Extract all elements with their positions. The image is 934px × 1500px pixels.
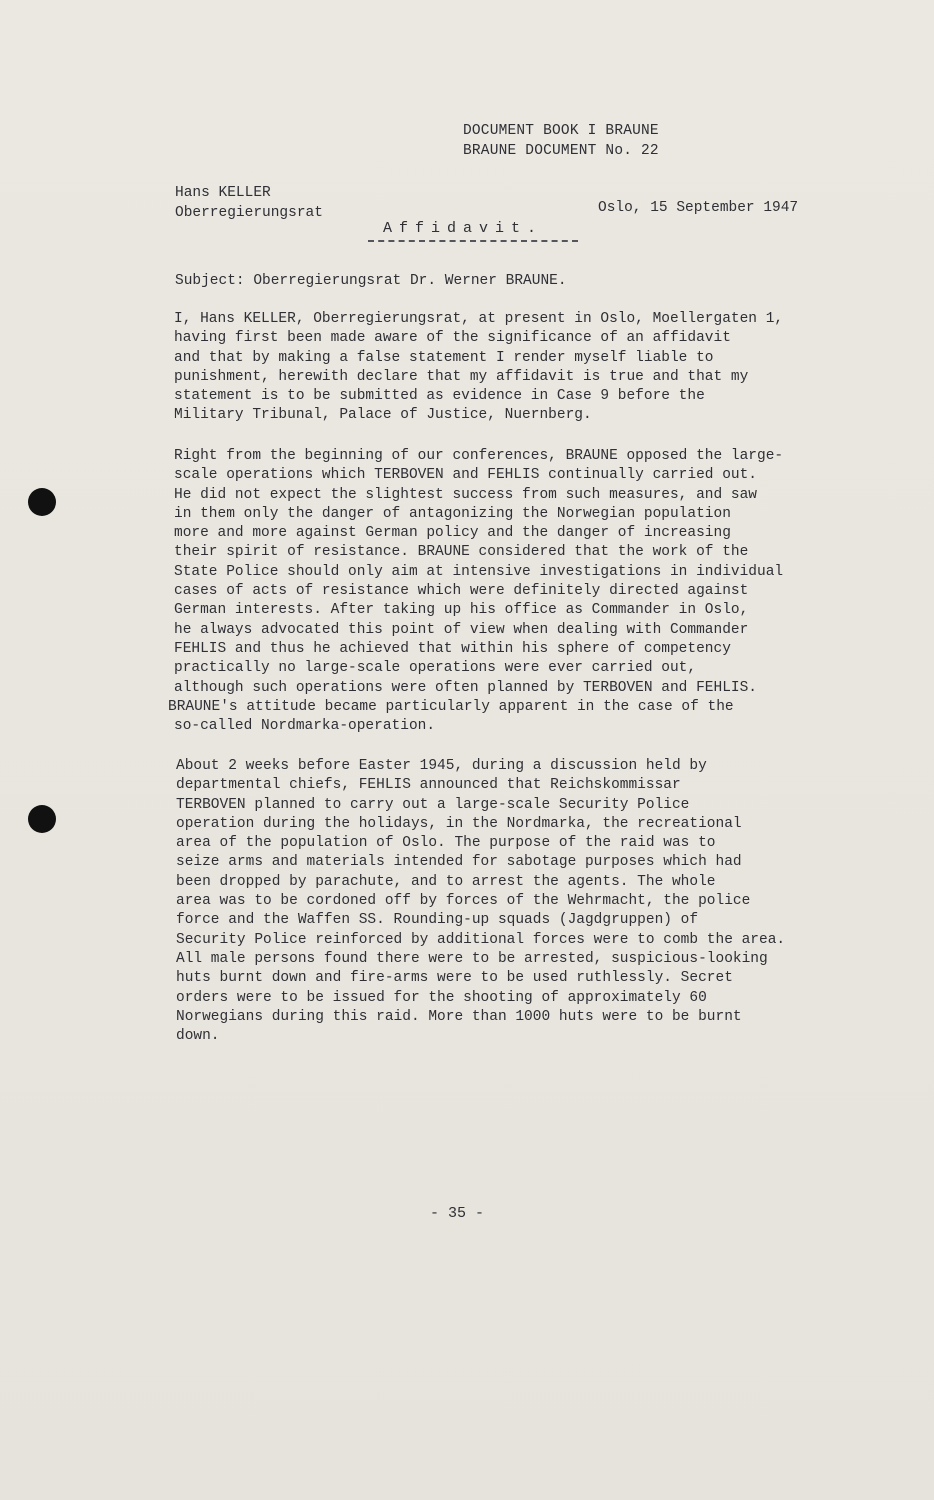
place-date: Oslo, 15 September 1947 — [598, 200, 799, 216]
subject-line: Subject: Oberregierungsrat Dr. Werner BRAUNE. — [175, 273, 567, 289]
text-line: orders were to be issued for the shooting of approximately 60 — [176, 989, 707, 1006]
text-line: so-called Nordmarka-operation. — [174, 718, 436, 735]
text-line: I, Hans KELLER, Oberregierungsrat, at present in Oslo, Moellergaten 1, — [174, 311, 784, 327]
punch-hole-top — [28, 488, 56, 516]
paragraph-declaration — [174, 310, 864, 426]
document-header — [463, 121, 659, 161]
text-line: area of the population of Oslo. The purpose of the raid was to — [176, 835, 716, 852]
text-line: been dropped by parachute, and to arrest the agents. The whole — [176, 873, 716, 890]
document-title: Affidavit. — [383, 220, 544, 237]
text-line: Security Police reinforced by additional forces were to comb the area. — [176, 931, 786, 948]
text-line: State Police should only aim at intensive investigations in individual — [174, 563, 784, 580]
text-line: FEHLIS and thus he achieved that within his sphere of competency — [174, 640, 731, 657]
text-line: TERBOVEN planned to carry out a large-scale Security Police — [176, 796, 690, 813]
author-name: Hans KELLER — [175, 185, 271, 201]
text-line: their spirit of resistance. BRAUNE considered that the work of the — [174, 544, 749, 561]
text-line: and that by making a false statement I render myself liable to — [174, 349, 714, 366]
page-number: - 35 - — [430, 1205, 485, 1222]
paragraph-nordmarka-operation — [176, 757, 866, 1046]
author-block — [175, 183, 323, 223]
text-line: German interests. After taking up his office as Commander in Oslo, — [174, 602, 749, 619]
text-line: Norwegians during this raid. More than 1000 huts were to be burnt — [176, 1008, 742, 1025]
author-rank: Oberregierungsrat — [175, 205, 323, 221]
text-line: Right from the beginning of our conferences, BRAUNE opposed the large- — [174, 448, 784, 464]
text-line: area was to be cordoned off by forces of the Wehrmacht, the police — [176, 893, 751, 910]
text-line: huts burnt down and fire-arms were to be used ruthlessly. Secret — [176, 970, 733, 987]
text-line: although such operations were often planned by TERBOVEN and FEHLIS. — [174, 679, 757, 696]
text-line: down. — [176, 1028, 220, 1045]
text-line: He did not expect the slightest success from such measures, and saw — [174, 486, 757, 503]
text-line: seize arms and materials intended for sabotage purposes which had — [176, 854, 742, 871]
text-line: All male persons found there were to be arrested, suspicious-looking — [176, 950, 768, 967]
text-line: cases of acts of resistance which were definitely directed against — [174, 583, 749, 600]
text-line: punishment, herewith declare that my affidavit is true and that my — [174, 368, 749, 385]
header-line-book: DOCUMENT BOOK I BRAUNE — [463, 123, 659, 139]
text-line: having first been made aware of the significance of an affidavit — [174, 330, 731, 347]
text-line: departmental chiefs, FEHLIS announced that Reichskommissar — [176, 777, 681, 794]
text-line: force and the Waffen SS. Rounding-up squads (Jagdgruppen) of — [176, 912, 699, 929]
text-line: scale operations which TERBOVEN and FEHLIS continually carried out. — [174, 467, 757, 484]
text-line: more and more against German policy and the danger of increasing — [174, 525, 731, 542]
paragraph-braune-attitude — [168, 447, 864, 736]
punch-hole-bottom — [28, 805, 56, 833]
text-line: About 2 weeks before Easter 1945, during a discussion held by — [176, 758, 707, 774]
title-underline — [368, 240, 578, 242]
text-line: Military Tribunal, Palace of Justice, Nuernberg. — [174, 407, 592, 424]
text-line: statement is to be submitted as evidence in Case 9 before the — [174, 388, 705, 405]
text-line: BRAUNE's attitude became particularly apparent in the case of the — [168, 698, 734, 715]
text-line: in them only the danger of antagonizing the Norwegian population — [174, 505, 731, 522]
header-line-document-number: BRAUNE DOCUMENT No. 22 — [463, 143, 659, 159]
text-line: operation during the holidays, in the Nordmarka, the recreational — [176, 815, 742, 832]
text-line: he always advocated this point of view when dealing with Commander — [174, 621, 749, 638]
text-line: practically no large-scale operations were ever carried out, — [174, 660, 697, 677]
